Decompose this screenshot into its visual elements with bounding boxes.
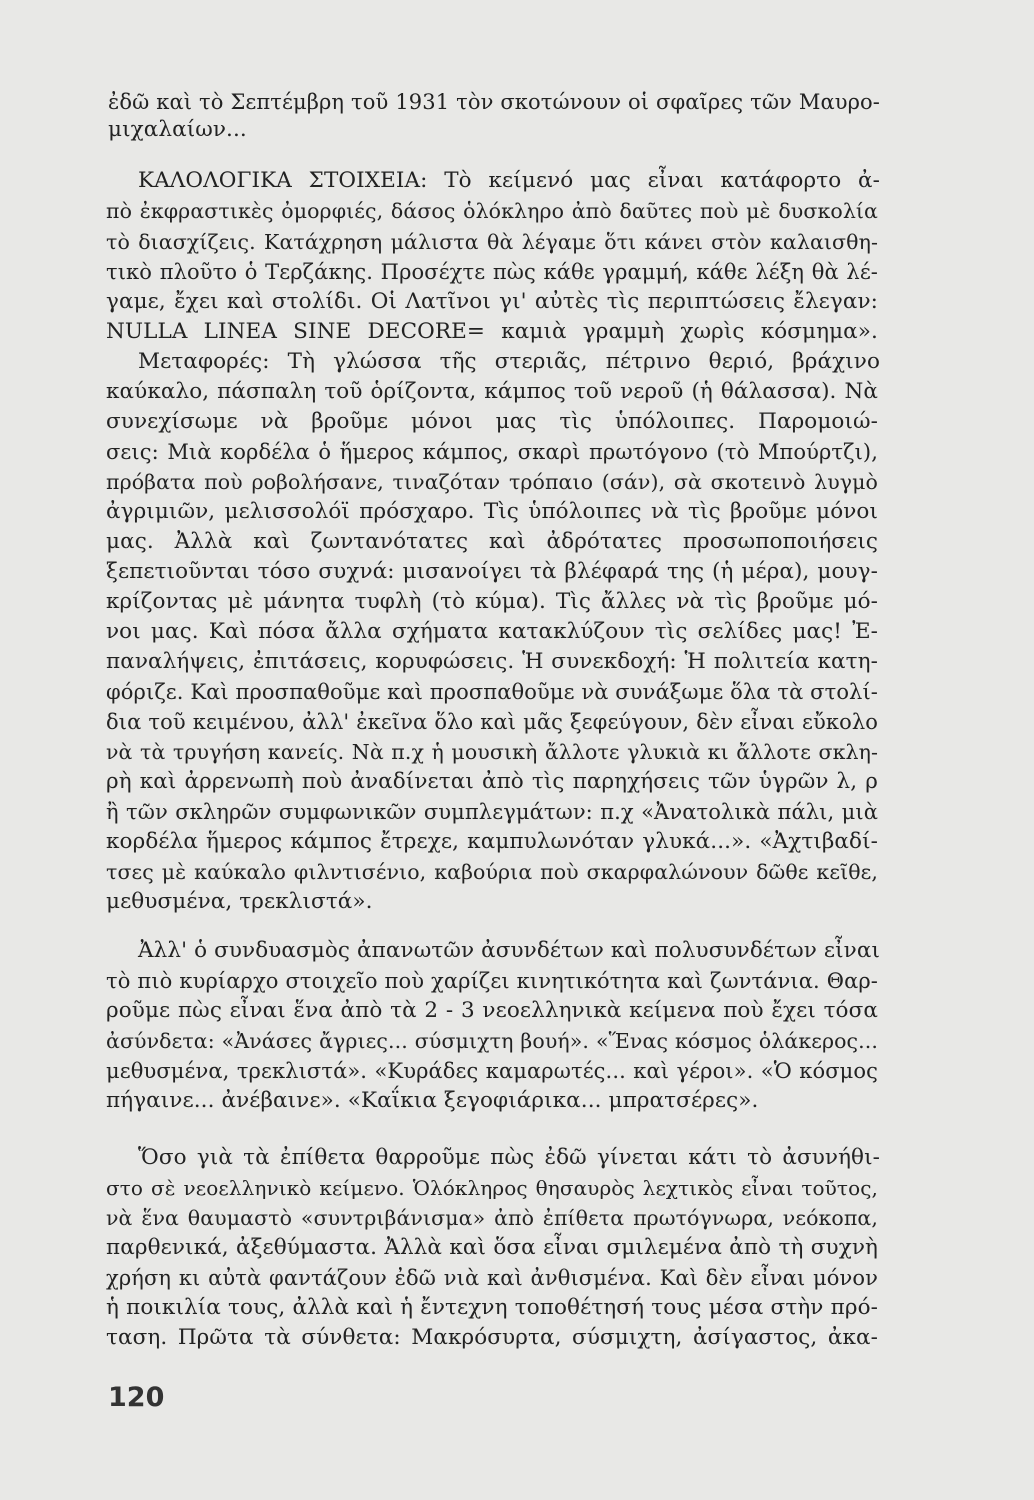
text-line: ρὴ καὶ ἀρρενωπὴ ποὺ ἀναδίνεται ἀπὸ τὶς παρηχήσεις τῶν ὑγρῶν λ, ρ bbox=[106, 769, 878, 794]
text-line: γαμε, ἔχει καὶ στολίδι. Οἱ Λατῖνοι γι' αὐτὲς τὶς περιπτώσεις ἔλεγαν: bbox=[106, 289, 878, 314]
text-line: μεθυσμένα, τρεκλιστά». bbox=[106, 889, 373, 914]
text-line: καύκαλο, πάσπαλη τοῦ ὁρίζοντα, κάμπος τοῦ νεροῦ (ἡ θάλασσα). Νὰ bbox=[106, 379, 878, 404]
text-line: χρήση κι αὐτὰ φαντάζουν ἐδῶ νιὰ καὶ ἀνθισμένα. Καὶ δὲν εἶναι μόνον bbox=[106, 1266, 878, 1290]
text-line: τὸ πιὸ κυρίαρχο στοιχεῖο ποὺ χαρίζει κινητικότητα καὶ ζωντάνια. Θαρ- bbox=[106, 969, 878, 993]
text-line: Ὅσο γιὰ τὰ ἐπίθετα θαρροῦμε πὼς ἐδῶ γίνεται κάτι τὸ ἀσυνήθι- bbox=[138, 1145, 880, 1170]
text-line: ροῦμε πὼς εἶναι ἕνα ἀπὸ τὰ 2 - 3 νεοελληνικὰ κείμενα ποὺ ἔχει τόσα bbox=[106, 998, 878, 1023]
text-line: ΚΑΛΟΛΟΓΙΚΑ ΣΤΟΙΧΕΙΑ: Τὸ κείμενό μας εἶναι κατάφορτο ἀ- bbox=[138, 168, 880, 193]
text-line: ἡ ποικιλία τους, ἀλλὰ καὶ ἡ ἔντεχνη τοποθέτησή τους μέσα στὴν πρό- bbox=[106, 1295, 878, 1320]
text-line: πήγαινε... ἀνέβαινε». «Καΐκια ξεγοφιάρικα... μπρατσέρες». bbox=[106, 1088, 759, 1113]
text-line: πρόβατα ποὺ ροβολήσανε, τιναζόταν τρόπαιο (σάν), σὰ σκοτεινὸ λυγμὸ bbox=[106, 470, 878, 494]
page-number: 120 bbox=[108, 1382, 165, 1413]
text-line: νὰ ἕνα θαυμαστὸ «συντριβάνισμα» ἀπὸ ἐπίθετα πρωτόγνωρα, νεόκοπα, bbox=[106, 1206, 878, 1230]
text-line: παναλήψεις, ἐπιτάσεις, κορυφώσεις. Ἡ συνεκδοχή: Ἡ πολιτεία κατη- bbox=[106, 649, 878, 674]
text-line: σεις: Μιὰ κορδέλα ὁ ἥμερος κάμπος, σκαρὶ πρωτόγονο (τὸ Μπούρτζι), bbox=[106, 440, 878, 464]
text-line: τὸ διασχίζεις. Κατάχρηση μάλιστα θὰ λέγαμε ὅτι κάνει στὸν καλαισθη- bbox=[106, 230, 878, 254]
text-line: δια τοῦ κειμένου, ἀλλ' ἐκεῖνα ὅλο καὶ μᾶς ξεφεύγουν, δὲν εἶναι εὔκολο bbox=[106, 710, 878, 734]
text-line: στο σὲ νεοελληνικὸ κείμενο. Ὁλόκληρος θησαυρὸς λεχτικὸς εἶναι τοῦτος, bbox=[106, 1176, 878, 1200]
text-line: Ἀλλ' ὁ συνδυασμὸς ἀπανωτῶν ἀσυνδέτων καὶ πολυσυνδέτων εἶναι bbox=[138, 938, 880, 963]
text-line: πὸ ἐκφραστικὲς ὀμορφιές, δάσος ὁλόκληρο ἀπὸ δαῦτες ποὺ μὲ δυσκολία bbox=[106, 199, 878, 223]
text-line: κορδέλα ἥμερος κάμπος ἔτρεχε, καμπυλωνόταν γλυκά...». «Ἀχτιβαδί- bbox=[106, 829, 878, 854]
text-line: νὰ τὰ τρυγήση κανείς. Νὰ π.χ ἡ μουσικὴ ἄλλοτε γλυκιὰ κι ἄλλοτε σκλη- bbox=[106, 740, 878, 764]
text-line: ἐδῶ καὶ τὸ Σεπτέμβρη τοῦ 1931 τὸν σκοτώνουν οἱ σφαῖρες τῶν Μαυρο- bbox=[108, 90, 880, 114]
text-line: συνεχίσωμε νὰ βροῦμε μόνοι μας τὶς ὑπόλοιπες. Παρομοιώ- bbox=[106, 409, 878, 434]
text-line: νοι μας. Καὶ πόσα ἄλλα σχήματα κατακλύζουν τὶς σελίδες μας! Ἐ- bbox=[106, 619, 878, 644]
text-line: μεθυσμένα, τρεκλιστά». «Κυράδες καμαρωτές... καὶ γέροι». «Ὁ κόσμος bbox=[106, 1059, 878, 1083]
text-line: ξεπετιοῦνται τόσο συχνά: μισανοίγει τὰ βλέφαρά της (ἡ μέρα), μουγ- bbox=[106, 559, 878, 584]
text-line: μας. Ἀλλὰ καὶ ζωντανότατες καὶ ἀδρότατες προσωποποιήσεις bbox=[106, 529, 878, 554]
text-line: ἢ τῶν σκληρῶν συμφωνικῶν συμπλεγμάτων: π.χ «Ἀνατολικὰ πάλι, μιὰ bbox=[106, 800, 878, 824]
text-line: ἀσύνδετα: «Ἀνάσες ἄγριες... σύσμιχτη βουή». «Ἕνας κόσμος ὁλάκερος... bbox=[106, 1029, 878, 1053]
text-line: φόριζε. Καὶ προσπαθοῦμε καὶ προσπαθοῦμε νὰ συνάξωμε ὅλα τὰ στολί- bbox=[106, 680, 878, 704]
text-line: ταση. Πρῶτα τὰ σύνθετα: Μακρόσυρτα, σύσμιχτη, ἀσίγαστος, ἀκα- bbox=[106, 1325, 878, 1350]
text-line: NULLA LINEA SINE DECORE= καμιὰ γραμμὴ χωρὶς κόσμημα». bbox=[106, 319, 878, 344]
text-line: τσες μὲ καύκαλο φιλντισένιο, καβούρια ποὺ σκαρφαλώνουν δῶθε κεῖθε, bbox=[106, 860, 878, 884]
text-line: τικὸ πλοῦτο ὁ Τερζάκης. Προσέχτε πὼς κάθε γραμμή, κάθε λέξη θὰ λέ- bbox=[106, 260, 878, 284]
text-line: ἀγριμιῶν, μελισσολόϊ πρόσχαρο. Τὶς ὑπόλοιπες νὰ τὶς βροῦμε μόνοι bbox=[106, 499, 878, 524]
text-line: κρίζοντας μὲ μάνητα τυφλὴ (τὸ κύμα). Τὶς ἄλλες νὰ τὶς βροῦμε μό- bbox=[106, 589, 878, 614]
text-line: μιχαλαίων... bbox=[108, 117, 247, 142]
text-line: Μεταφορές: Τὴ γλώσσα τῆς στεριᾶς, πέτρινο θεριό, βράχινο bbox=[138, 349, 880, 374]
text-line: παρθενικά, ἀξεθύμαστα. Ἀλλὰ καὶ ὅσα εἶναι σμιλεμένα ἀπὸ τὴ συχνὴ bbox=[106, 1235, 878, 1260]
